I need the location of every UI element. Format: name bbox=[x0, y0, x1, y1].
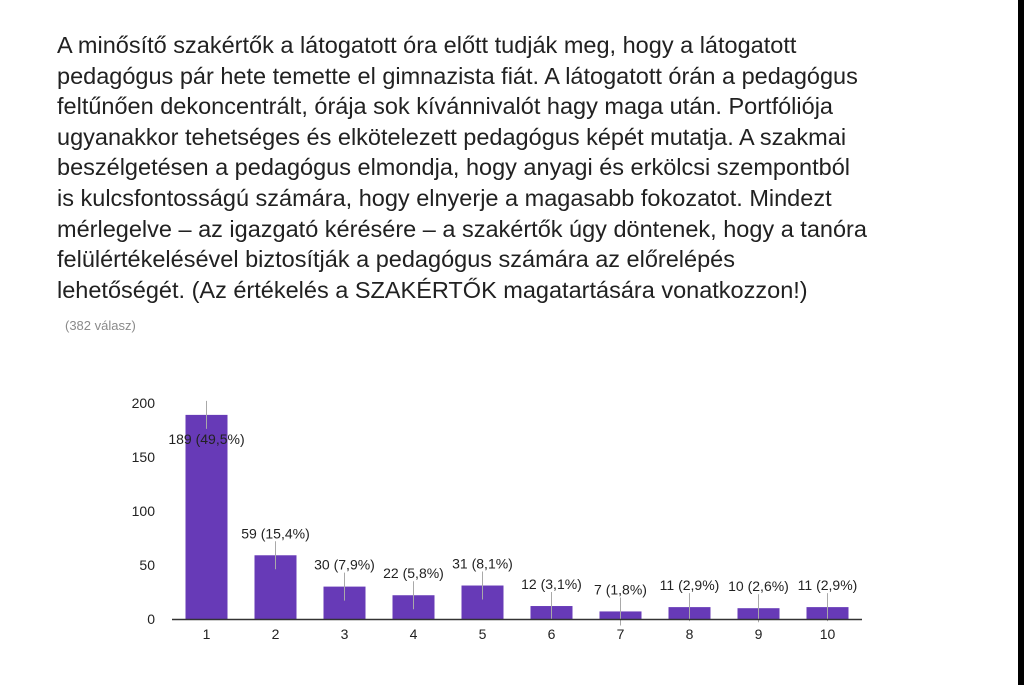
x-axis-ticks bbox=[203, 626, 836, 642]
question-text: A minősítő szakértők a látogatott óra előtt tudják meg, hogy a látogatott pedagógus pár hete temette el gimnazista fiát. A látogatott órán a pedagógus feltűnően dekoncentrált, órája sok kívánnivalót hagy maga után. Portfóliója ugyanakkor tehetséges és elkötelezett pedagógus képét mutatja. A szakmai beszélgetésen a pedagógus elmondja, hogy anyagi és erkölcsi szempontból is kulcsfontosságú számára, hogy elnyerje a magasabb fokozatot. Mindezt mérlegelve – az igazgató kérésére – a szakértők úgy döntenek, hogy a tanóra felülértékelésével biztosítják a pedagógus számára az előrelépés lehetőségét. (Az értékelés a SZAKÉRTŐK magatartására vonatkozzon!) bbox=[57, 32, 867, 303]
data-label: 7 (1,8%) bbox=[594, 581, 647, 598]
y-tick-label: 100 bbox=[131, 503, 155, 519]
y-tick-label: 200 bbox=[131, 395, 155, 411]
data-label: 59 (15,4%) bbox=[241, 525, 310, 542]
x-tick-label: 2 bbox=[271, 626, 280, 642]
x-tick-label: 4 bbox=[409, 626, 418, 642]
x-tick-label: 3 bbox=[340, 626, 349, 642]
data-label: 22 (5,8%) bbox=[383, 565, 444, 582]
x-tick-label: 6 bbox=[547, 626, 556, 642]
data-label: 189 (49,5%) bbox=[168, 430, 245, 447]
y-tick-label: 50 bbox=[139, 557, 155, 573]
data-label: 11 (2,9%) bbox=[659, 577, 720, 594]
data-label: 12 (3,1%) bbox=[521, 576, 582, 593]
y-axis-ticks bbox=[132, 395, 156, 627]
x-tick-label: 10 bbox=[819, 626, 836, 642]
x-tick-label: 1 bbox=[202, 626, 211, 642]
data-label: 10 (2,6%) bbox=[728, 578, 789, 595]
y-tick-label: 150 bbox=[131, 449, 155, 465]
data-label: 30 (7,9%) bbox=[314, 556, 375, 573]
data-label: 31 (8,1%) bbox=[452, 555, 513, 572]
x-tick-label: 9 bbox=[754, 626, 763, 642]
x-tick-label: 8 bbox=[685, 626, 694, 642]
x-tick-label: 7 bbox=[616, 626, 625, 642]
x-tick-label: 5 bbox=[478, 626, 487, 642]
response-count: (382 válasz) bbox=[65, 318, 136, 333]
y-tick-label: 0 bbox=[147, 611, 155, 627]
data-label: 11 (2,9%) bbox=[797, 577, 858, 594]
